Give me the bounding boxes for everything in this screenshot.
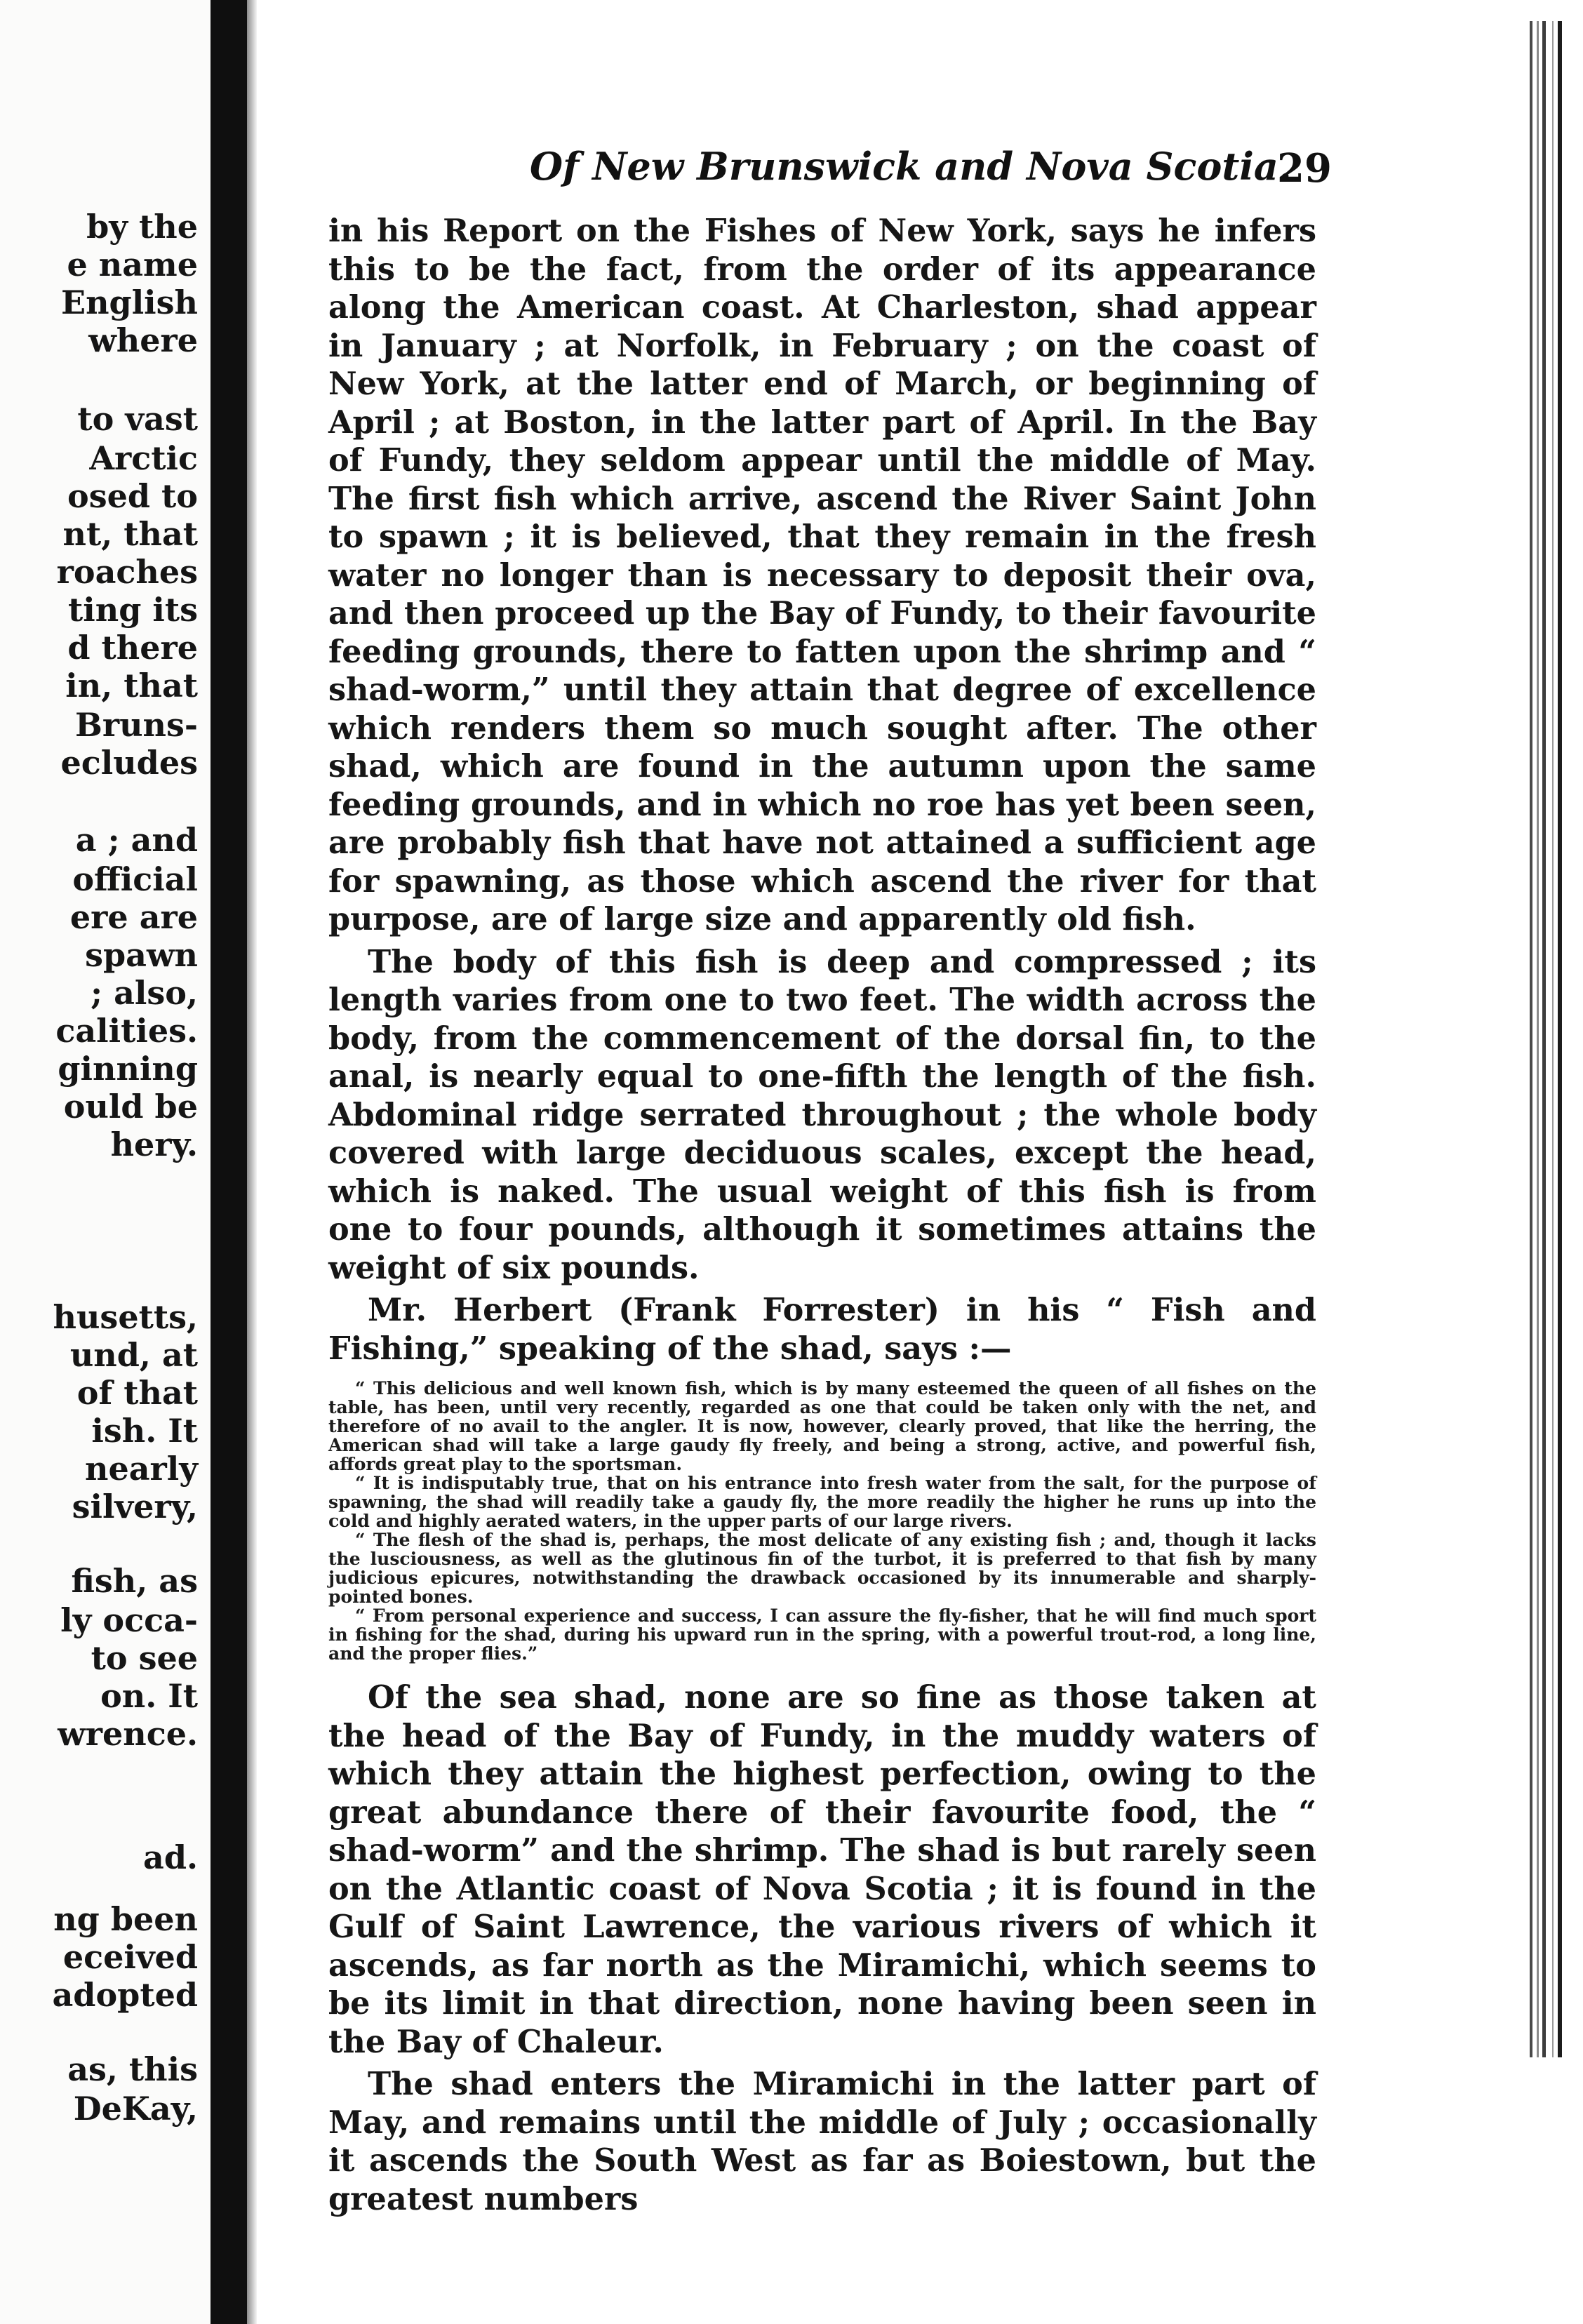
fragment-line: d there	[67, 629, 198, 667]
quote-paragraph: “ It is indisputably true, that on his entrance into fresh water from the salt, for the purpose of spawning, the shad will readily take a gaudy fly, the more readily the higher he runs up into the cold and highly aerated waters, in the upper parts of our large rivers.	[328, 1473, 1316, 1531]
fragment-line: as, this	[67, 2050, 198, 2088]
quote-paragraph: “ This delicious and well known fish, which is by many esteemed the queen of all fishes on the table, has been, until very recently, regarded as one that could be taken only with the net, and therefore of no avail to the angler. It is now, however, clearly proved, that like the herring, the American shad will take a large gaudy fly freely, and being a strong, active, and powerful fish, affords great play to the sportsman.	[328, 1378, 1316, 1474]
fragment-line: husetts,	[53, 1298, 198, 1336]
fragment-line: by the	[86, 208, 198, 246]
fragment-line: of that	[76, 1374, 198, 1412]
fragment-line: und, at	[69, 1336, 198, 1374]
fragment-line: ad.	[143, 1838, 198, 1876]
page-edges	[1506, 0, 1583, 2324]
fragment-line: ly occa-	[60, 1601, 198, 1639]
page-body	[328, 212, 1316, 2218]
gutter-shadow	[247, 0, 257, 2324]
quote-paragraph: “ From personal experience and success, I can assure the fly-fisher, that he will find much sport in fishing for the shad, during his upward run in the spring, with a powerful trout-rod, a long line, and the proper flies.”	[328, 1605, 1316, 1664]
quote-paragraph: “ The flesh of the shad is, perhaps, the most delicate of any existing fish ; and, though it lacks the lusciousness, as well as the glutinous fin of the turbot, it is preferred to that fish by many judicious epicures, notwithstanding the drawback occasioned by its innumerable and sharply-pointed bones.	[328, 1530, 1316, 1607]
fragment-line: spawn	[85, 936, 198, 974]
fragment-line: ere are	[69, 898, 198, 936]
fragment-line: ng been	[53, 1900, 198, 1938]
book-gutter	[211, 0, 247, 2324]
fragment-line: on. It	[100, 1677, 198, 1715]
fragment-line: ting its	[68, 591, 198, 629]
paragraph-quote-intro: Mr. Herbert (Frank Forrester) in his “ Fish and Fishing,” speaking of the shad, says :—	[328, 1292, 1316, 1367]
block-quotation	[328, 1379, 1316, 1663]
fragment-line: roaches	[56, 553, 198, 591]
paragraph-description: The body of this fish is deep and compressed ; its length varies from one to two feet. The width across the body, from the commencement of the dorsal fin, to the anal, is nearly equal to one-fifth the length of the fish. Abdominal ridge serrated throughout ; the whole body covered with large deciduous scales, except the head, which is naked. The usual weight of this fish is from one to four pounds, although it sometimes attains the weight of six pounds.	[328, 943, 1316, 1286]
running-title: Of New Brunswick and Nova Scotia.	[530, 144, 1292, 189]
fragment-line: wrence.	[58, 1715, 198, 1753]
fragment-line: to vast	[77, 400, 198, 438]
fragment-line: hery.	[110, 1126, 198, 1163]
fragment-line: ould be	[63, 1088, 198, 1126]
fragment-line: Arctic	[89, 439, 198, 477]
fragment-line: DeKay,	[73, 2090, 198, 2128]
fragment-line: nearly	[85, 1450, 198, 1488]
fragment-line: where	[88, 321, 198, 359]
fragment-line: calities.	[55, 1012, 198, 1050]
fragment-line: nt, that	[62, 515, 198, 553]
facing-page-fragment	[0, 0, 211, 2324]
fragment-line: a ; and	[75, 821, 198, 859]
fragment-line: English	[61, 283, 198, 321]
fragment-line: in, that	[65, 667, 198, 704]
fragment-line: silvery,	[72, 1488, 198, 1525]
fragment-line: ish. It	[91, 1412, 198, 1450]
paragraph-sea-shad: Of the sea shad, none are so fine as those taken at the head of the Bay of Fundy, in the muddy waters of which they attain the highest perfection, owing to the great abundance there of their favourite food, the “ shad-worm” and the shrimp. The shad is but rarely seen on the Atlantic coast of Nova Scotia ; it is found in the Gulf of Saint Lawrence, the various rivers of which it ascends, as far north as the Miramichi, which seems to be its limit in that direction, none having been seen in the Bay of Chaleur.	[328, 1679, 1316, 2060]
fragment-line: ecludes	[60, 744, 198, 782]
fragment-line: eceived	[62, 1938, 198, 1976]
fragment-line: ginning	[58, 1050, 198, 1088]
fragment-line: adopted	[52, 1976, 198, 2014]
fragment-line: e name	[67, 246, 198, 283]
fragment-line: official	[72, 860, 198, 898]
fragment-line: Bruns-	[75, 706, 198, 744]
fragment-line: osed to	[67, 477, 198, 515]
paragraph-miramichi: The shad enters the Miramichi in the latter part of May, and remains until the middle of July ; occasionally it ascends the South West as far as Boiestown, but the greatest numbers	[328, 2066, 1316, 2217]
paragraph-continued: in his Report on the Fishes of New York, says he infers this to be the fact, from the order of its appearance along the American coast. At Charleston, shad appear in January ; at Norfolk, in February ; on the coast of New York, at the latter end of March, or beginning of April ; at Boston, in the latter part of April. In the Bay of Fundy, they seldom appear until the middle of May. The first fish which arrive, ascend the River Saint John to spawn ; it is believed, that they remain in the fresh water no longer than is necessary to deposit their ova, and then proceed up the Bay of Fundy, to their favourite feeding grounds, there to fatten upon the shrimp and “ shad-worm,” until they attain that degree of excellence which renders them so much sought after. The other shad, which are found in the autumn upon the same feeding grounds, and in which no roe has yet been seen, are probably fish that have not attained a sufficient age for spawning, as those which ascend the river for that purpose, are of large size and apparently old fish.	[328, 213, 1316, 937]
fragment-line: to see	[91, 1639, 198, 1677]
fragment-line: ; also,	[91, 974, 198, 1012]
page-number: 29	[1277, 145, 1332, 192]
fragment-line: fish, as	[71, 1562, 198, 1600]
